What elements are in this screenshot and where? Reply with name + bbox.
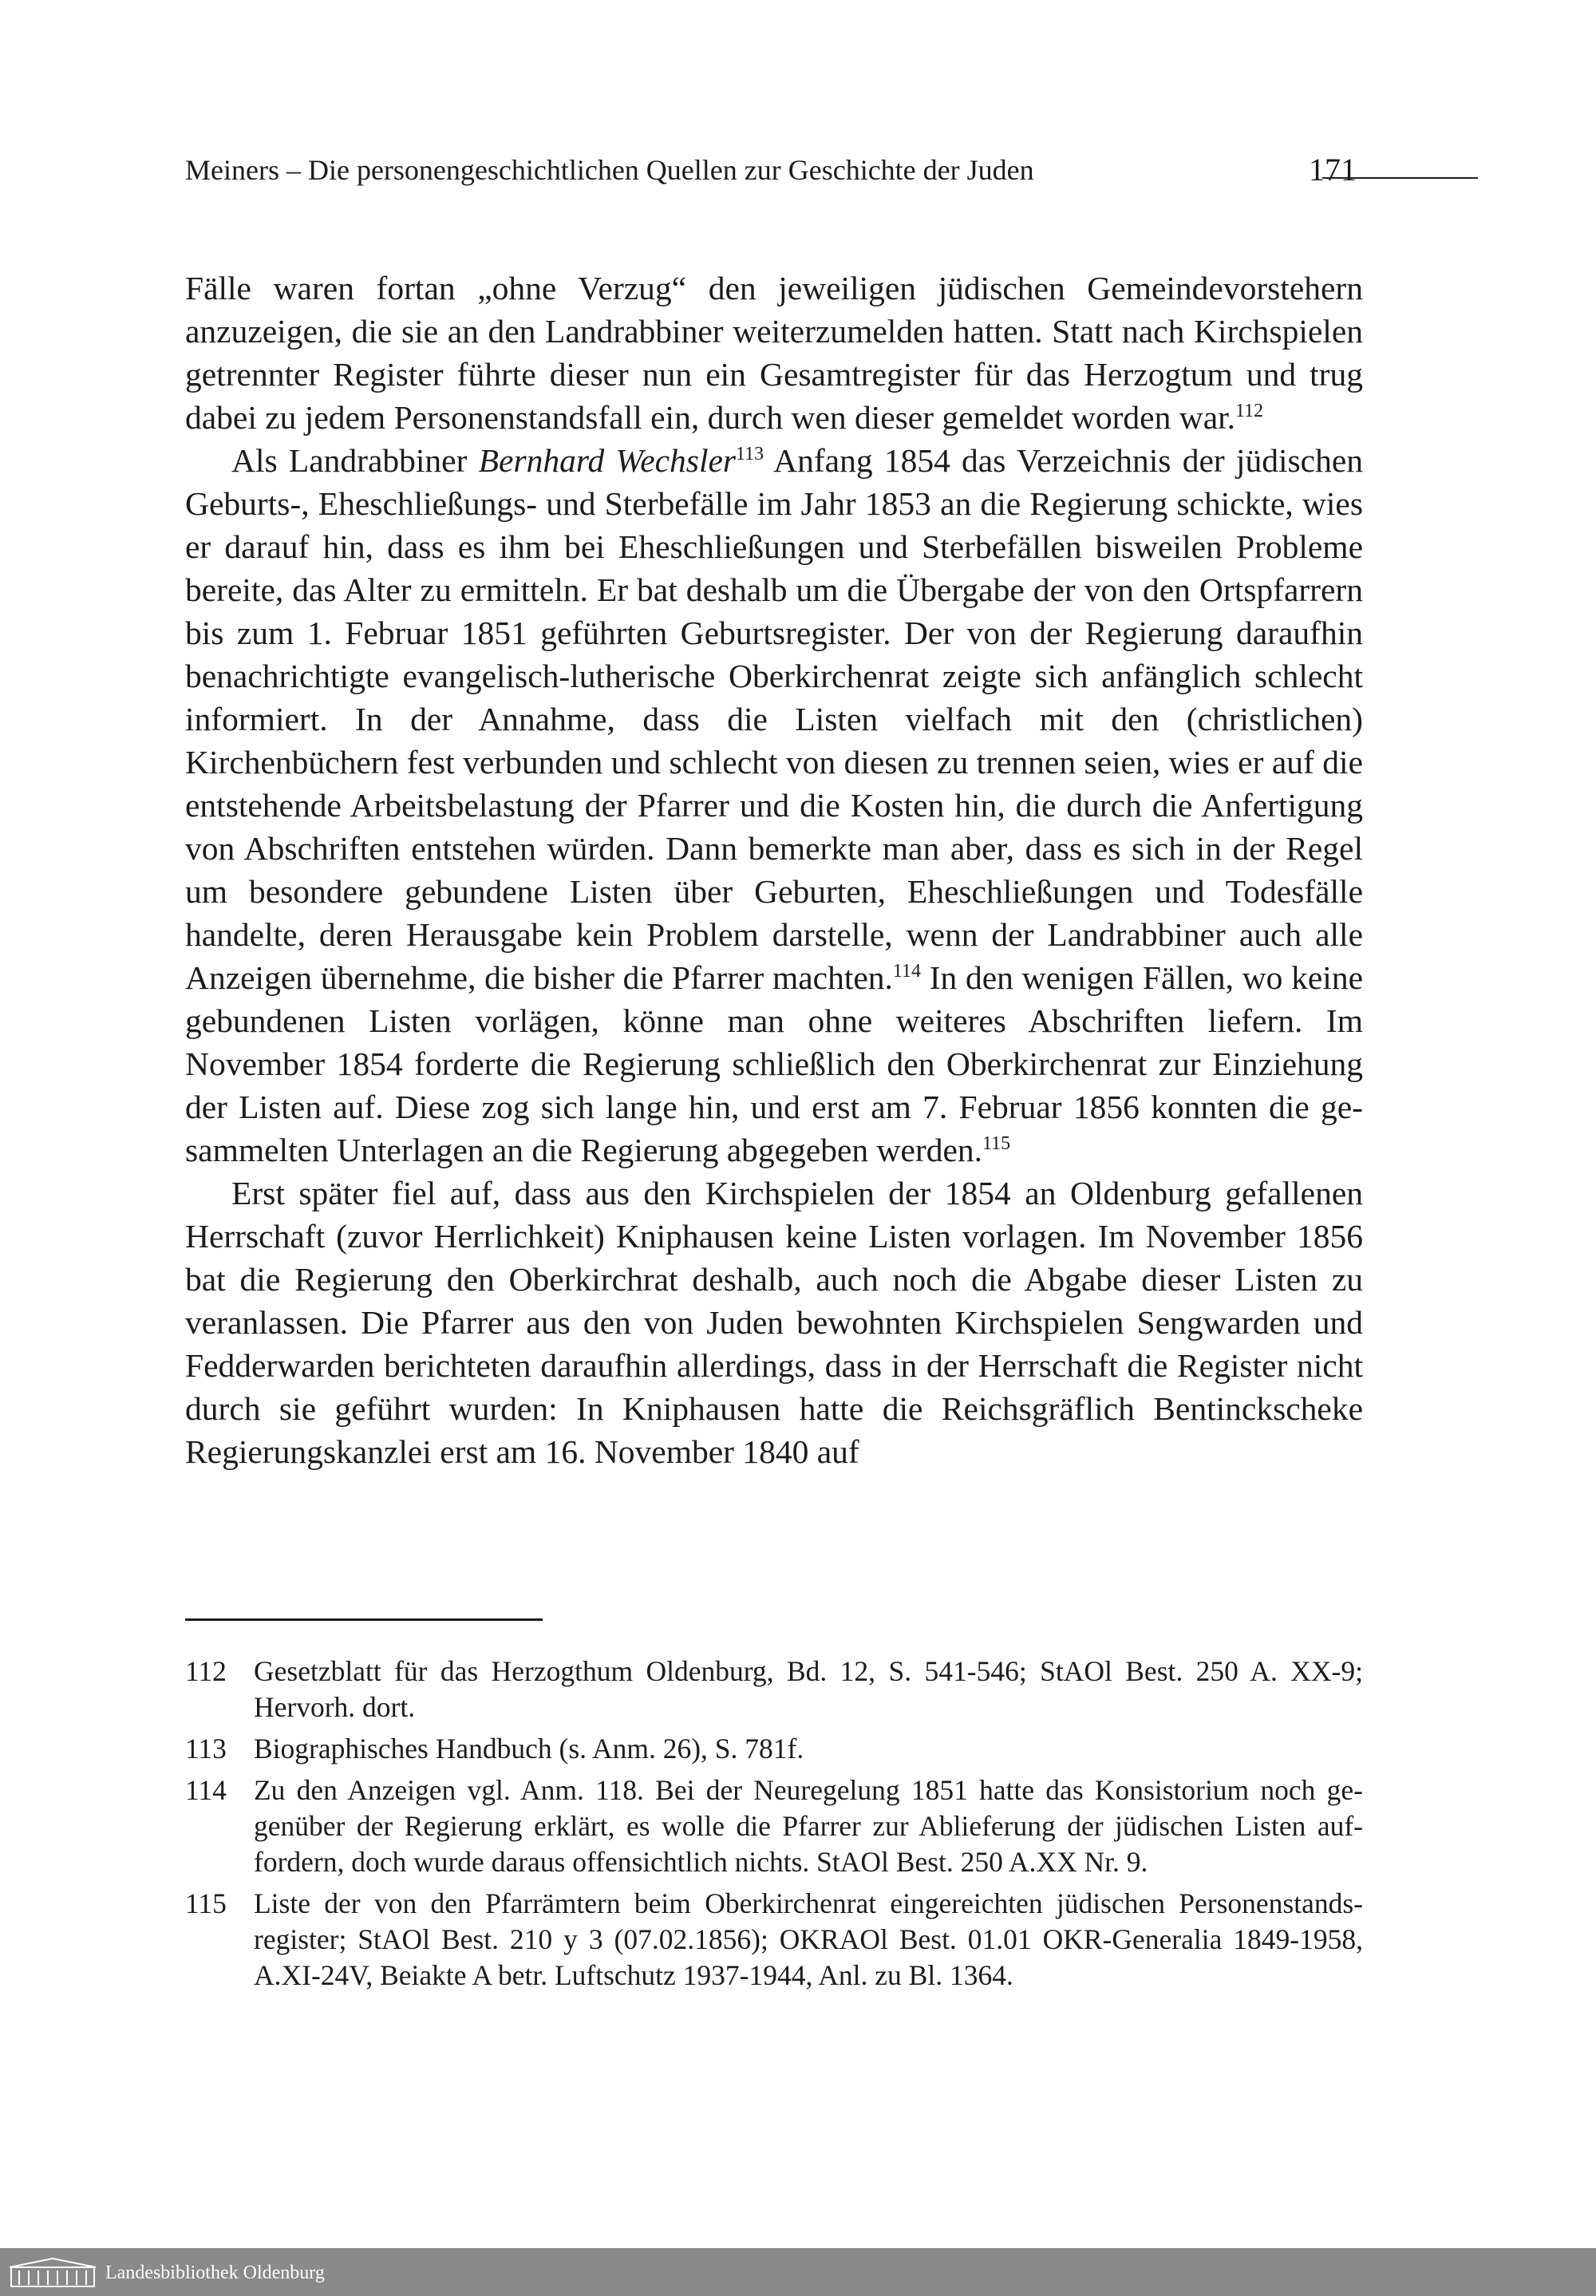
footnote-114 xyxy=(185,1772,1363,1880)
footnote-text: Zu den Anzeigen vgl. Anm. 118. Bei der Neuregelung 1851 hatte das Konsistorium noch gegenüber der Regierung erklärt, es wolle die Pfarrer zur Ablieferung der jüdischen Listen auffordern, doch wurde daraus offensichtlich nichts. StAOl Best. 250 A.XX Nr. 9. xyxy=(254,1774,1363,1878)
paragraph-1 xyxy=(185,267,1363,439)
paragraph-2 xyxy=(185,439,1363,1172)
footnote-number: 112 xyxy=(185,1655,227,1687)
footnote-ref-114[interactable]: 114 xyxy=(892,961,922,982)
page-number: 171 xyxy=(1309,152,1357,188)
paragraph-2-text-a: Anfang 1854 das Verzeichnis der jüdischen Geburts-, Eheschließungs- und Sterbefälle im Jahr 1853 an die Regierung schickte, wies er darauf hin, dass es ihm bei Eheschließungen und Sterbefällen bisweilen Probleme bereite, das Alter zu ermitteln. Er bat deshalb um die Übergabe der von den Ortspfarrern bis zum 1. Februar 1851 geführten Geburtsregister. Der von der Regierung daraufhin benachrichtigte evangelisch-lutherische Oberkirchenrat zeigte sich anfänglich schlecht informiert. In der Annahme, dass die Listen vielfach mit den (christlichen) Kirchenbüchern fest verbunden und schlecht von diesen zu trennen seien, wies er auf die entstehende Arbeitsbelastung der Pfarrer und die Kosten hin, die durch die Anfertigung von Abschriften entstehen würden. Dann bemerkte man aber, dass es sich in der Regel um besondere gebundene Listen über Geburten, Eheschließungen und Todesfälle handelte, deren Herausgabe kein Problem darstelle, wenn der Landrabbiner auch alle Anzeigen übernehme, die bisher die Pfarrer machten. xyxy=(185,442,1363,996)
footnote-text: Gesetzblatt für das Herzogthum Oldenburg, Bd. 12, S. 541-546; StAOl Best. 250 A. XX-9; Hervorh. dort. xyxy=(254,1655,1363,1723)
paragraph-2-text-b: In den wenigen Fällen, wo keine gebundenen Listen vorlägen, könne man ohne weiteres Abschriften liefern. Im November 1854 forderte die Regierung schließlich den Oberkirchenrat zur Einziehung der Listen auf. Diese zog sich lange hin, und erst am 7. Februar 1856 konnten die gesammelten Unterlagen an die Regierung abgegeben werden. xyxy=(185,959,1363,1168)
footnote-ref-112[interactable]: 112 xyxy=(1235,401,1264,422)
running-title: Meiners – Die personengeschichtlichen Quellen zur Geschichte der Juden xyxy=(185,154,1034,186)
footnote-text: Biographisches Handbuch (s. Anm. 26), S. 781f. xyxy=(254,1733,804,1764)
footnote-number: 114 xyxy=(185,1774,227,1806)
paragraph-1-text: Fälle waren fortan „ohne Verzug“ den jeweiligen jüdischen Gemeindevorstehern anzuzeigen, die sie an den Landrabbiner weiterzumelden hatten. Statt nach Kirchspielen getrennter Register führte dieser nun ein Gesamtregister für das Herzogtum und trug dabei zu jedem Personenstandsfall ein, durch wen dieser gemeldet worden war. xyxy=(185,270,1363,436)
footnote-number: 115 xyxy=(185,1887,227,1919)
footnote-ref-115[interactable]: 115 xyxy=(982,1133,1011,1155)
footnote-113 xyxy=(185,1731,1363,1767)
library-building-icon xyxy=(8,2256,97,2290)
paragraph-3-text: Erst später fiel auf, dass aus den Kirchspielen der 1854 an Oldenburg gefallenen Herrschaft (zuvor Herrlichkeit) Kniphausen keine Listen vorlagen. Im November 1856 bat die Regierung den Oberkirchrat deshalb, auch noch die Abgabe dieser Listen zu veranlassen. Die Pfarrer aus den von Juden bewohnten Kirchspielen Sengwarden und Fedderwarden berichteten daraufhin allerdings, dass in der Herrschaft die Register nicht durch sie geführt wurden: In Kniphausen hatte die Reichsgräflich Bentinckscheke Regierungskanzlei erst am 16. November 1840 auf xyxy=(185,1175,1363,1470)
footnote-ref-113[interactable]: 113 xyxy=(736,444,764,465)
paragraph-3 xyxy=(185,1172,1363,1473)
paragraph-2-lead: Als Landrabbiner xyxy=(231,442,479,479)
footnote-text: Liste der von den Pfarrämtern beim Oberkirchenrat eingereichten jüdischen Personenstandsregister; StAOl Best. 210 y 3 (07.02.1856); OKRAOl Best. 01.01 OKR-Generalia 1849-1958, A.XI-24V, Beiakte A betr. Luftschutz 1937-1944, Anl. zu Bl. 1364. xyxy=(254,1887,1363,1991)
footnote-number: 113 xyxy=(185,1733,227,1764)
library-name: Landesbibliothek Oldenburg xyxy=(105,2262,325,2283)
footnote-115 xyxy=(185,1886,1363,1994)
footnote-112 xyxy=(185,1654,1363,1725)
person-name: Bernhard Wechsler xyxy=(478,442,737,479)
running-header xyxy=(185,150,1363,190)
library-footer-bar xyxy=(0,2248,1596,2296)
main-text xyxy=(185,267,1363,1473)
footnotes xyxy=(185,1654,1363,1999)
footnote-separator xyxy=(185,1618,543,1621)
